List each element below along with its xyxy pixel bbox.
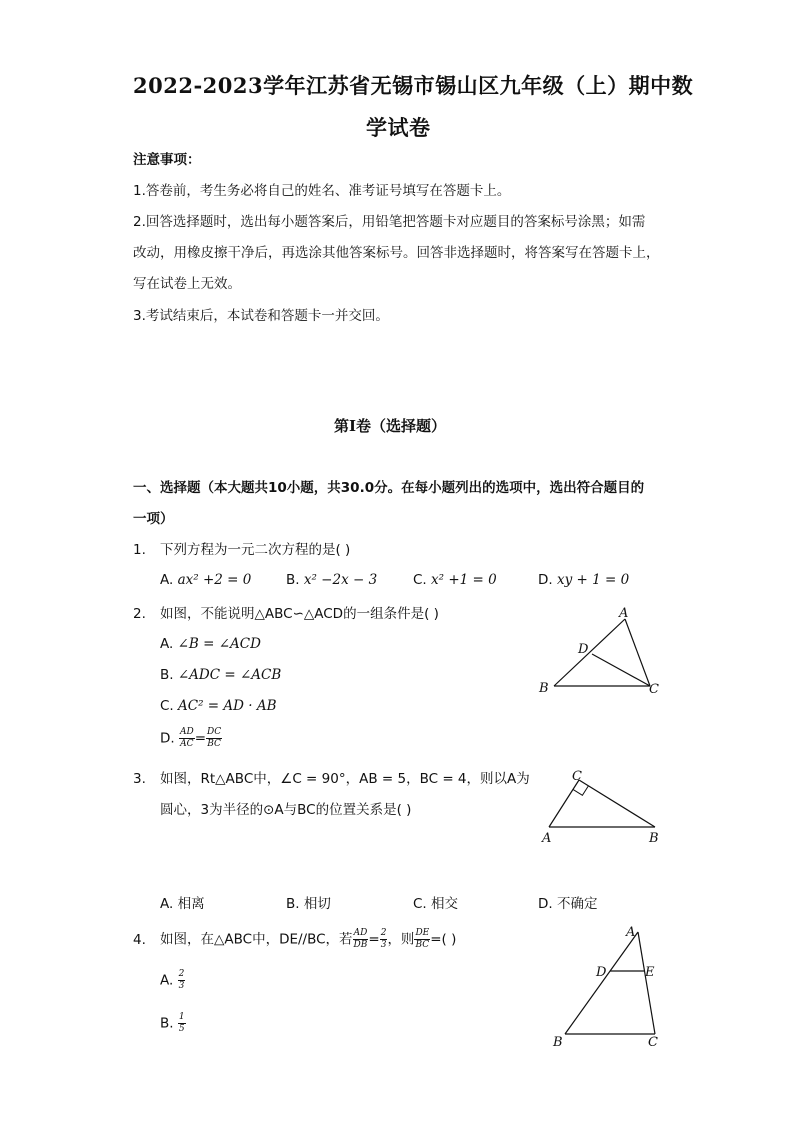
q1-option-d-label: D. [538,572,553,588]
q2-option-d-equals: = [194,730,207,747]
part1-title: 第I卷（选择题） [334,417,447,435]
q3-option-b-label: B. [286,896,300,912]
q3-label-a: A [542,831,552,846]
q3-stem-line1: 如图，Rt△ABC中，∠C = 90°，AB = 5，BC = 4，则以A为 [160,771,530,787]
q4-stem-part4: =( ) [430,931,457,948]
notes-item-1: 1.答卷前，考生务必将自己的姓名、准考证号填写在答题卡上。 [133,183,511,199]
q3-label-b: B [649,831,659,846]
q2-option-d-label: D. [160,730,175,747]
q4-option-b-fraction: $\frac{1}{5}$ [178,1012,185,1034]
q3-option-d-text: 不确定 [556,896,598,912]
q1-option-d-text: xy + 1 = 0 [556,572,630,588]
q3-side-cb [579,780,655,827]
q2-option-c-label: C. [160,698,174,714]
q3-option-c-label: C. [413,896,427,912]
page-title-line1: 2022-2023学年江苏省无锡市锡山区九年级（上）期中数 [133,73,694,98]
q2-option-b-label: B. [160,667,174,683]
q3-option-c [413,896,458,912]
q2-label-d: D [578,642,589,657]
q4-side-ab [565,932,638,1034]
q2-side-ac [625,619,650,686]
q1-stem: 下列方程为一元二次方程的是( ) [160,542,351,558]
q3-option-c-text: 相交 [431,896,459,912]
q4-side-ac [638,932,655,1034]
q4-label-e: E [645,965,655,980]
page-title-line2: 学试卷 [366,115,431,140]
q2-segment-dc [592,654,650,686]
q4-option-a [160,970,185,991]
q3-right-triangle-figure [535,768,670,848]
q1-option-c [413,572,497,588]
q2-option-b [160,667,281,683]
q4-fraction-de-bc: $\frac{DE}{BC}$ [415,928,430,950]
q3-option-d [538,896,597,912]
q1-option-b [286,572,377,588]
q1-number: 1. [133,542,146,558]
q3-option-a [160,896,205,912]
q2-side-ab [554,619,625,686]
q2-number: 2. [133,606,146,622]
q2-option-d-fraction-1: $\frac{AD}{AC}$ [179,727,194,749]
notes-heading: 注意事项： [133,152,201,168]
q4-number: 4. [133,932,146,948]
q3-number: 3. [133,771,146,787]
q2-option-d [160,728,222,749]
q2-stem: 如图，不能说明△ABC∽△ACD的一组条件是( ) [160,606,439,622]
q4-option-b-label: B. [160,1015,174,1032]
q4-label-d: D [596,965,607,980]
q2-option-b-text: ∠ADC = ∠ACB [177,667,282,683]
q4-stem-part2: = [368,931,380,948]
section1-heading-line2: 一项） [133,511,174,527]
notes-item-2-line3: 写在试卷上无效。 [133,276,241,292]
q4-stem-part1: 如图，在△ABC中，DE//BC，若 [160,931,353,948]
q3-label-c: C [572,769,582,784]
q1-option-a-text: ax² +2 = 0 [177,572,252,588]
q1-option-a-label: A. [160,572,174,588]
q4-label-a: A [626,925,636,940]
q2-option-c-text: AC² = AD · AB [178,698,277,714]
q3-option-a-label: A. [160,896,174,912]
q1-option-c-text: x² +1 = 0 [431,572,497,588]
q2-triangle-figure [530,600,670,700]
q4-triangle-figure [545,918,670,1053]
q1-option-b-text: x² −2x − 3 [303,572,378,588]
q1-option-a [160,572,251,588]
q2-option-c [160,698,277,714]
q2-option-a-label: A. [160,636,174,652]
q3-option-b-text: 相切 [303,896,331,912]
q2-label-a: A [619,606,629,621]
q4-label-c: C [648,1035,658,1050]
q2-option-a-text: ∠B = ∠ACD [177,636,261,652]
q3-stem-line2: 圆心，3为半径的⊙A与BC的位置关系是( ) [160,802,412,818]
q1-option-b-label: B. [286,572,300,588]
notes-item-2-line2: 改动，用橡皮擦干净后，再选涂其他答案标号。回答非选择题时，将答案写在答题卡上， [133,245,660,261]
q3-right-angle-mark [573,786,588,795]
notes-item-3: 3.考试结束后，本试卷和答题卡一并交回。 [133,308,389,324]
q3-option-a-text: 相离 [177,896,205,912]
q1-option-d [538,572,629,588]
q2-label-b: B [539,681,549,696]
notes-item-2-line1: 2.回答选择题时，选出每小题答案后，用铅笔把答题卡对应题目的答案标号涂黑；如需 [133,214,646,230]
q4-stem [160,929,456,950]
q2-option-d-fraction-2: $\frac{DC}{BC}$ [207,727,222,749]
q2-label-c: C [649,682,659,697]
q1-option-c-label: C. [413,572,427,588]
q4-fraction-ad-db: $\frac{AD}{DB}$ [353,928,368,950]
q2-option-a [160,636,261,652]
q4-option-a-fraction: $\frac{2}{3}$ [178,969,185,991]
q3-option-d-label: D. [538,896,553,912]
q3-option-b [286,896,331,912]
q3-side-ac [549,780,579,827]
q4-option-a-label: A. [160,972,174,989]
q4-option-b [160,1013,186,1034]
q4-stem-part3: ，则 [387,931,415,948]
q4-fraction-2-3: $\frac{2}{3}$ [380,928,387,950]
q4-label-b: B [553,1035,563,1050]
section1-heading-line1: 一、选择题（本大题共10小题，共30.0分。在每小题列出的选项中，选出符合题目的 [133,480,645,496]
